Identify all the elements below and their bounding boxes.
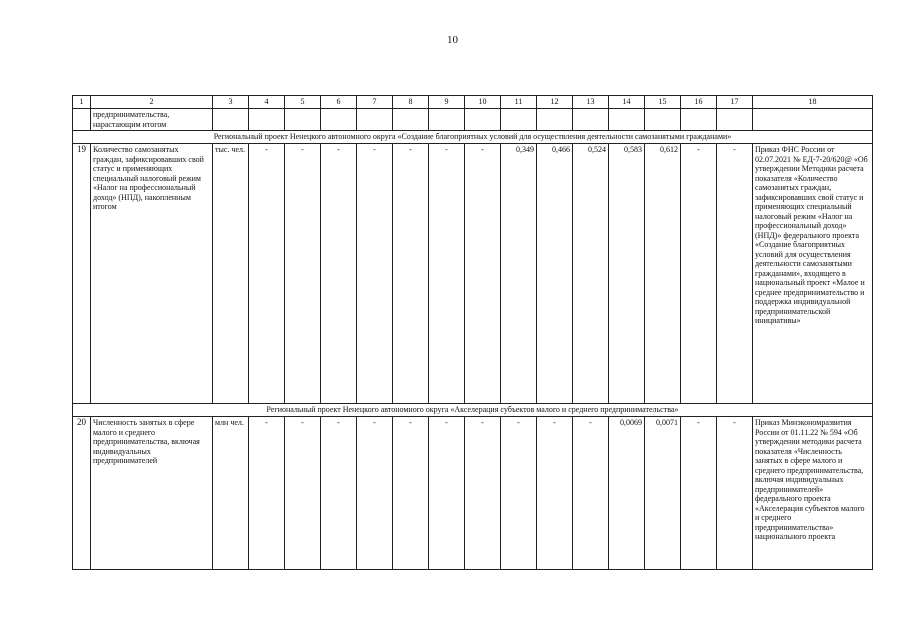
value-cell: - [249, 417, 285, 570]
value-cell: - [465, 417, 501, 570]
section-title: Региональный проект Ненецкого автономного округа «Создание благоприятных условий для осуществления деятельности самозанятыми гражданами» [73, 131, 873, 144]
value-cell: - [573, 417, 609, 570]
header-cell: 15 [645, 96, 681, 109]
value-cell: - [357, 417, 393, 570]
value-cell: - [717, 417, 753, 570]
section-row [73, 131, 873, 144]
value-cell: - [501, 417, 537, 570]
header-cell: 9 [429, 96, 465, 109]
value-cell: - [285, 144, 321, 404]
header-cell: 18 [753, 96, 873, 109]
value-cell: 0,0071 [645, 417, 681, 570]
header-cell: 8 [393, 96, 429, 109]
header-cell: 12 [537, 96, 573, 109]
value-cell: - [357, 144, 393, 404]
row-number: 19 [73, 144, 91, 404]
section-title: Региональный проект Ненецкого автономного округа «Акселерация субъектов малого и среднего предпринимательства» [73, 404, 873, 417]
header-row [73, 96, 873, 109]
value-cell: - [321, 417, 357, 570]
value-cell: - [429, 144, 465, 404]
header-cell: 16 [681, 96, 717, 109]
header-cell: 4 [249, 96, 285, 109]
source-cell: Приказ ФНС России от 02.07.2021 № ЕД-7-20/620@ «Об утверждении Методики расчета показателя «Количество самозанятых граждан, зафиксировавших свой статус и применяющих специальный налоговый режим «Налог на профессиональный доход» (НПД)» федерального проекта «Создание благоприятных условий для осуществления деятельности самозанятыми гражданами», входящего в национальный проект «Малое и среднее предпринимательство и поддержка индивидуальной предпринимательской инициативы» [753, 144, 873, 404]
value-cell: - [429, 417, 465, 570]
row-number: 20 [73, 417, 91, 570]
value-cell: - [681, 144, 717, 404]
table-row-20 [73, 417, 873, 570]
indicator-cell: предпринимательства, нарастающим итогом [91, 109, 213, 131]
value-cell: - [393, 144, 429, 404]
value-cell: - [537, 417, 573, 570]
header-cell: 7 [357, 96, 393, 109]
header-cell: 3 [213, 96, 249, 109]
continuation-row [73, 109, 873, 131]
value-cell: 0,349 [501, 144, 537, 404]
unit-cell: млн чел. [213, 417, 249, 570]
value-cell: 0,524 [573, 144, 609, 404]
indicator-cell: Количество самозанятых граждан, зафиксировавших свой статус и применяющих специальный налоговый режим «Налог на профессиональный доход» (НПД), накопленным итогом [91, 144, 213, 404]
header-cell: 10 [465, 96, 501, 109]
value-cell: 0,612 [645, 144, 681, 404]
header-cell: 1 [73, 96, 91, 109]
indicators-table [72, 95, 873, 570]
unit-cell: тыс. чел. [213, 144, 249, 404]
source-cell: Приказ Минэкономразвития России от 01.11.22 № 594 «Об утверждении методики расчета показателя «Численность занятых в сфере малого и среднего предпринимательства, включая индивидуальных предпринимателей» федерального проекта «Акселерация субъектов малого и среднего предпринимательства» национального проекта [753, 417, 873, 570]
header-cell: 17 [717, 96, 753, 109]
section-row [73, 404, 873, 417]
value-cell: 0,0069 [609, 417, 645, 570]
value-cell: - [681, 417, 717, 570]
value-cell: - [249, 144, 285, 404]
header-cell: 14 [609, 96, 645, 109]
value-cell: - [465, 144, 501, 404]
value-cell: - [285, 417, 321, 570]
page-number: 10 [447, 34, 458, 46]
header-cell: 13 [573, 96, 609, 109]
value-cell: - [321, 144, 357, 404]
header-cell: 2 [91, 96, 213, 109]
value-cell: 0,466 [537, 144, 573, 404]
table-row-19 [73, 144, 873, 404]
indicator-cell: Численность занятых в сфере малого и среднего предпринимательства, включая индивидуальных предпринимателей [91, 417, 213, 570]
value-cell: - [717, 144, 753, 404]
value-cell: - [393, 417, 429, 570]
value-cell: 0,583 [609, 144, 645, 404]
header-cell: 6 [321, 96, 357, 109]
header-cell: 11 [501, 96, 537, 109]
header-cell: 5 [285, 96, 321, 109]
